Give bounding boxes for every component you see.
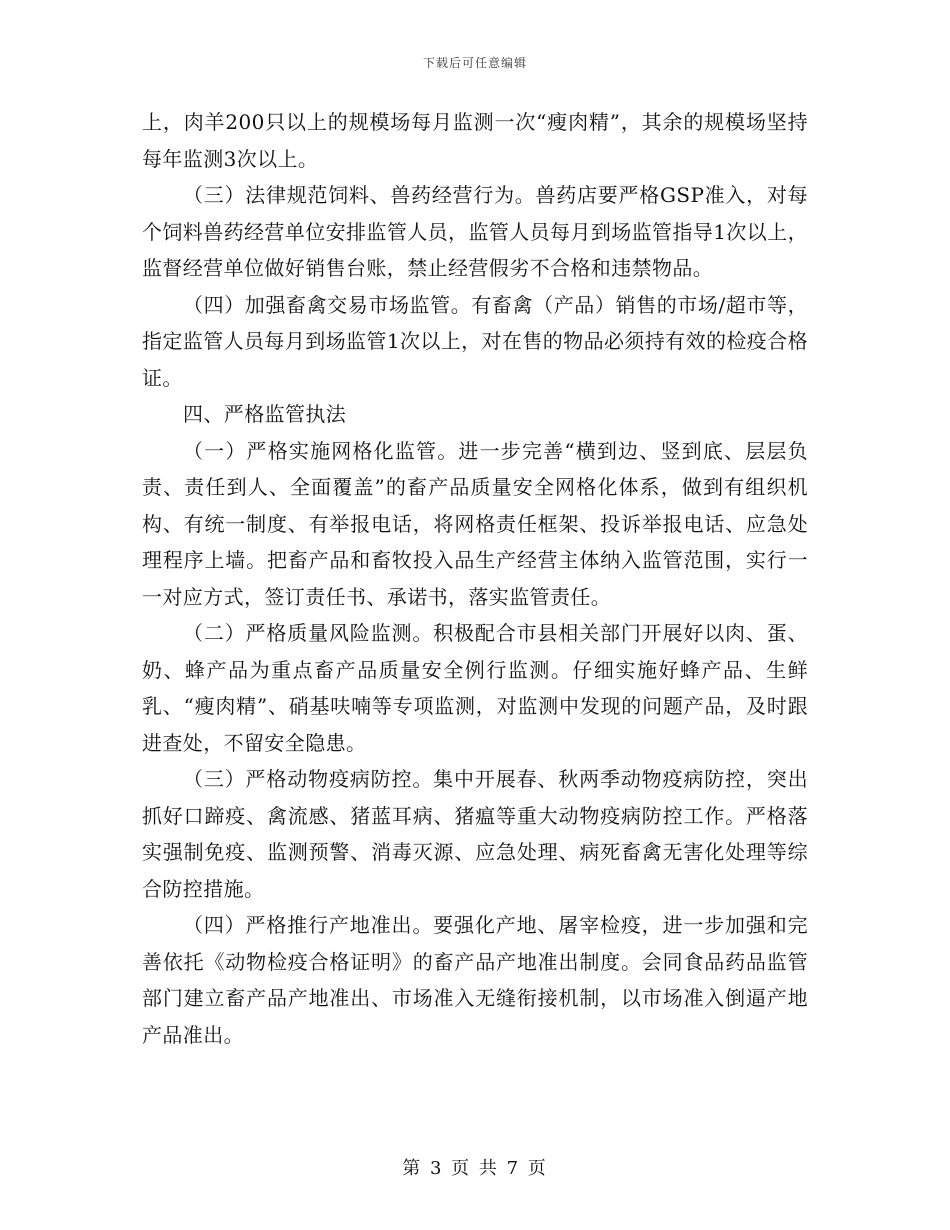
paragraph-5: （二）严格质量风险监测。积极配合市县相关部门开展好以肉、蛋、奶、蜂产品为重点畜产品质量安全例行监测。仔细实施好蜂产品、生鲜乳、“瘦肉精”、硝基呋喃等专项监测，对监测中发现的问题产品，及时跟进查处，不留安全隐患。 xyxy=(142,621,808,755)
paragraph-4: （一）严格实施网格化监管。进一步完善“横到边、竖到底、层层负责、责任到人、全面覆盖”的畜产品质量安全网格化体系，做到有组织机构、有统一制度、有举报电话，将网格责任框架、投诉举报电话、应急处理程序上墙。把畜产品和畜牧投入品生产经营主体纳入监管范围，实行一一对应方式，签订责任书、承诺书，落实监管责任。 xyxy=(142,438,808,609)
paragraph-7: （四）严格推行产地准出。要强化产地、屠宰检疫，进一步加强和完善依托《动物检疫合格证明》的畜产品产地准出制度。会同食品药品监管部门建立畜产品产地准出、市场准入无缝衔接机制，以市场准入倒逼产地产品准出。 xyxy=(142,913,808,1047)
paragraph-6: （三）严格动物疫病防控。集中开展春、秋两季动物疫病防控，突出抓好口蹄疫、禽流感、猪蓝耳病、猪瘟等重大动物疫病防控工作。严格落实强制免疫、监测预警、消毒灭源、应急处理、病死畜禽无害化处理等综合防控措施。 xyxy=(142,767,808,901)
paragraph-2: （三）法律规范饲料、兽药经营行为。兽药店要严格GSP准入，对每个饲料兽药经营单位安排监管人员，监管人员每月到场监管指导1次以上，监督经营单位做好销售台账，禁止经营假劣不合格和违禁物品。 xyxy=(142,183,808,280)
page-number: 第 3 页 共 7 页 xyxy=(402,1158,548,1179)
section-heading: 四、严格监管执法 xyxy=(183,402,347,426)
paragraph-3: （四）加强畜禽交易市场监管。有畜禽（产品）销售的市场/超市等，指定监管人员每月到场监管1次以上，对在售的物品必须持有效的检疫合格证。 xyxy=(142,292,808,390)
page-header: 下载后可任意编辑 xyxy=(422,56,527,70)
paragraph-1: 上，肉羊200只以上的规模场每月监测一次“瘦肉精”，其余的规模场坚持每年监测3次以上。 xyxy=(142,110,808,171)
document-body xyxy=(142,104,808,1053)
